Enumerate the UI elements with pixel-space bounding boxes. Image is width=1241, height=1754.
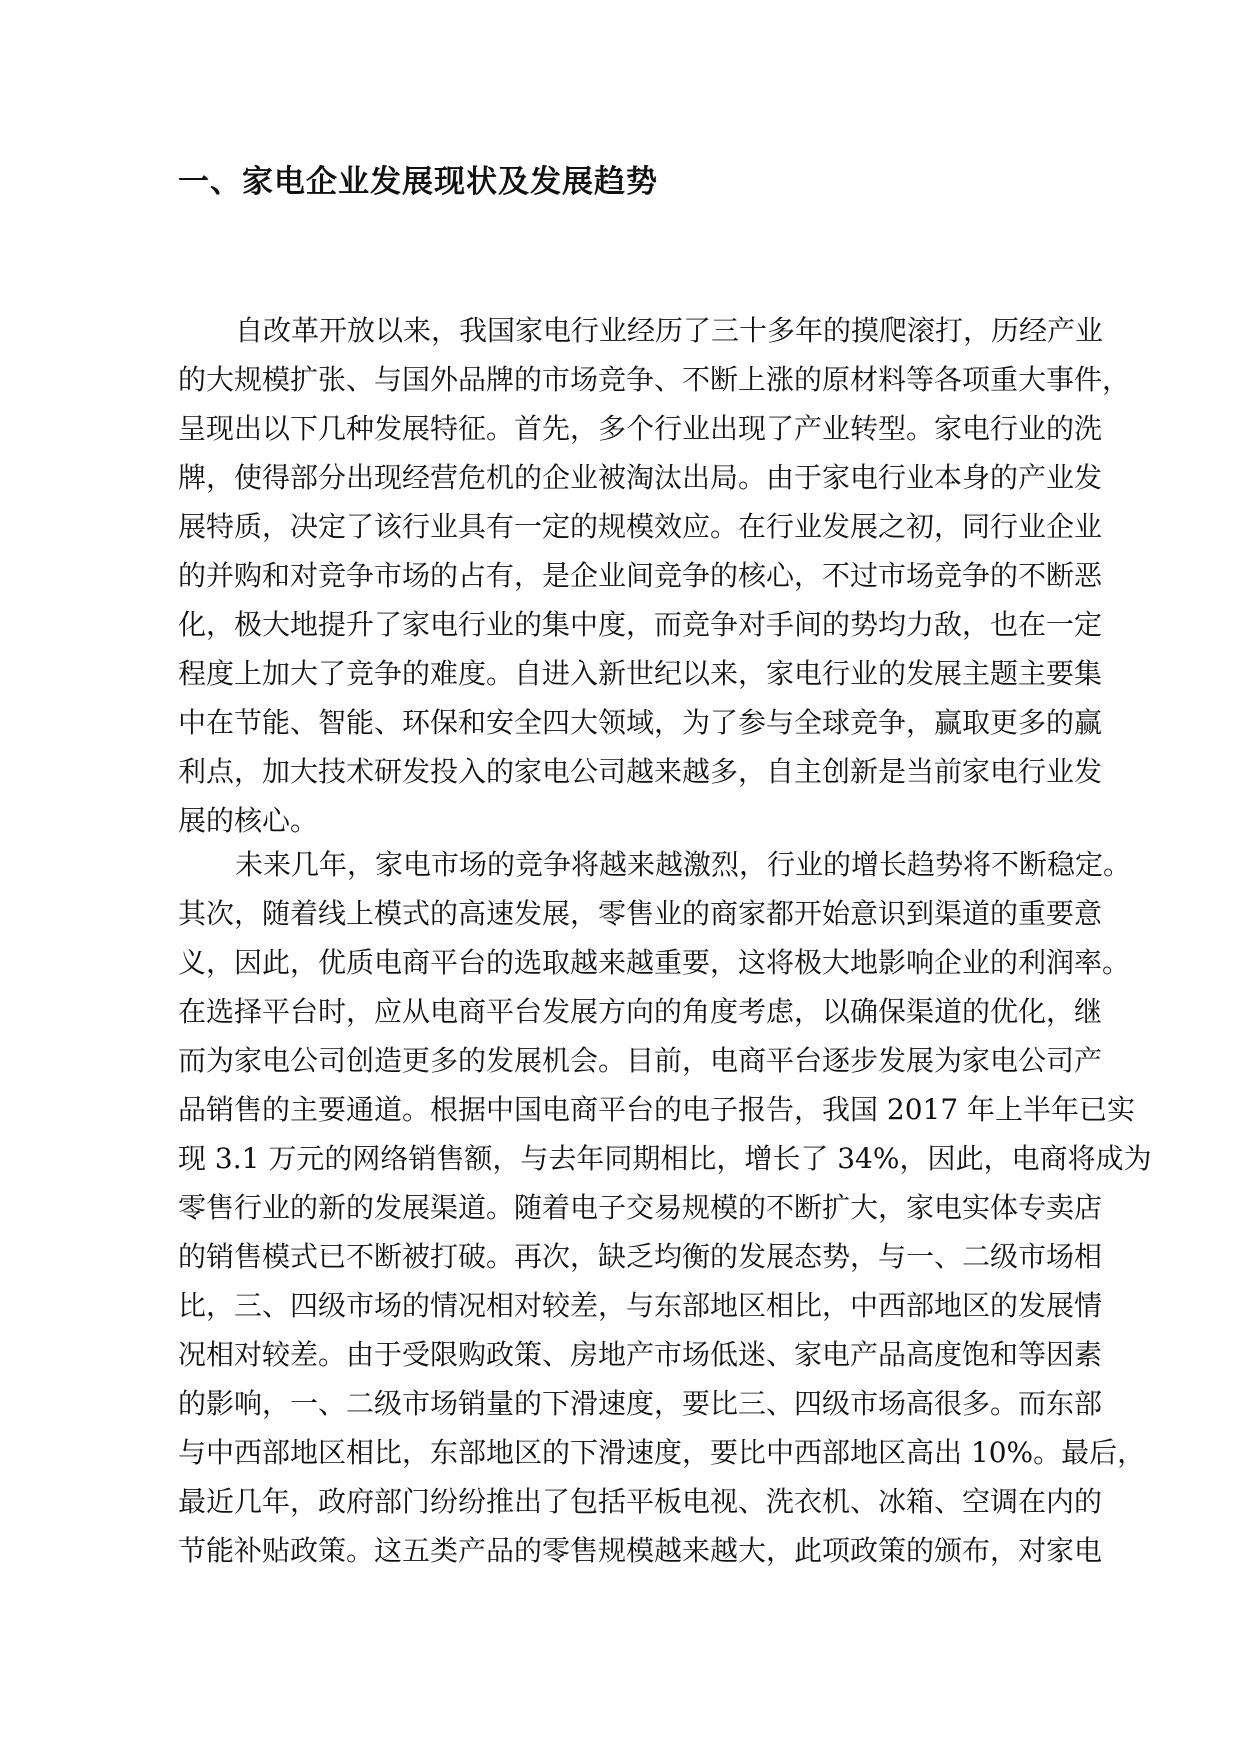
paragraph-line: 况相对较差。由于受限购政策、房地产市场低迷、家电产品高度饱和等因素	[178, 1338, 1103, 1371]
paragraph-line: 牌，使得部分出现经营危机的企业被淘汰出局。由于家电行业本身的产业发	[178, 461, 1103, 494]
paragraph-line: 中在节能、智能、环保和安全四大领域，为了参与全球竞争，赢取更多的赢	[178, 706, 1103, 739]
paragraph-line: 零售行业的新的发展渠道。随着电子交易规模的不断扩大，家电实体专卖店	[178, 1191, 1103, 1224]
paragraph-line: 现 3.1 万元的网络销售额，与去年同期相比，增长了 34%，因此，电商将成为	[178, 1142, 1152, 1175]
paragraph-line: 自改革开放以来，我国家电行业经历了三十多年的摸爬滚打，历经产业	[235, 314, 1104, 347]
paragraph-line: 最近几年，政府部门纷纷推出了包括平板电视、洗衣机、冰箱、空调在内的	[178, 1485, 1103, 1518]
paragraph-line: 与中西部地区相比，东部地区的下滑速度，要比中西部地区高出 10%。最后，	[178, 1436, 1146, 1469]
paragraph-line: 品销售的主要通道。根据中国电商平台的电子报告，我国 2017 年上半年已实	[178, 1093, 1136, 1126]
paragraph-line: 节能补贴政策。这五类产品的零售规模越来越大，此项政策的颁布，对家电	[178, 1534, 1103, 1567]
section-heading: 一、家电企业发展现状及发展趋势	[178, 164, 658, 200]
paragraph-line: 未来几年，家电市场的竞争将越来越激烈，行业的增长趋势将不断稳定。	[235, 848, 1132, 881]
paragraph-1	[178, 306, 1156, 845]
paragraph-line: 化，极大地提升了家电行业的集中度，而竞争对手间的势均力敌，也在一定	[178, 608, 1103, 641]
paragraph-line: 呈现出以下几种发展特征。首先，多个行业出现了产业转型。家电行业的洗	[178, 412, 1103, 445]
paragraph-line: 利点，加大技术研发投入的家电公司越来越多，自主创新是当前家电行业发	[178, 755, 1103, 788]
paragraph-line: 其次，随着线上模式的高速发展，零售业的商家都开始意识到渠道的重要意	[178, 897, 1103, 930]
paragraph-line: 展的核心。	[178, 804, 319, 837]
paragraph-line: 而为家电公司创造更多的发展机会。目前，电商平台逐步发展为家电公司产	[178, 1044, 1103, 1077]
paragraph-line: 程度上加大了竞争的难度。自进入新世纪以来，家电行业的发展主题主要集	[178, 657, 1103, 690]
paragraph-line: 的并购和对竞争市场的占有，是企业间竞争的核心，不过市场竞争的不断恶	[178, 559, 1103, 592]
paragraph-line: 义，因此，优质电商平台的选取越来越重要，这将极大地影响企业的利润率。	[178, 946, 1131, 979]
paragraph-line: 在选择平台时，应从电商平台发展方向的角度考虑，以确保渠道的优化，继	[178, 995, 1103, 1028]
paragraph-2	[178, 840, 1156, 1575]
paragraph-line: 的影响，一、二级市场销量的下滑速度，要比三、四级市场高很多。而东部	[178, 1387, 1103, 1420]
paragraph-line: 比，三、四级市场的情况相对较差，与东部地区相比，中西部地区的发展情	[178, 1289, 1103, 1322]
paragraph-line: 的大规模扩张、与国外品牌的市场竞争、不断上涨的原材料等各项重大事件，	[178, 363, 1131, 396]
paragraph-line: 的销售模式已不断被打破。再次，缺乏均衡的发展态势，与一、二级市场相	[178, 1240, 1103, 1273]
paragraph-line: 展特质，决定了该行业具有一定的规模效应。在行业发展之初，同行业企业	[178, 510, 1103, 543]
